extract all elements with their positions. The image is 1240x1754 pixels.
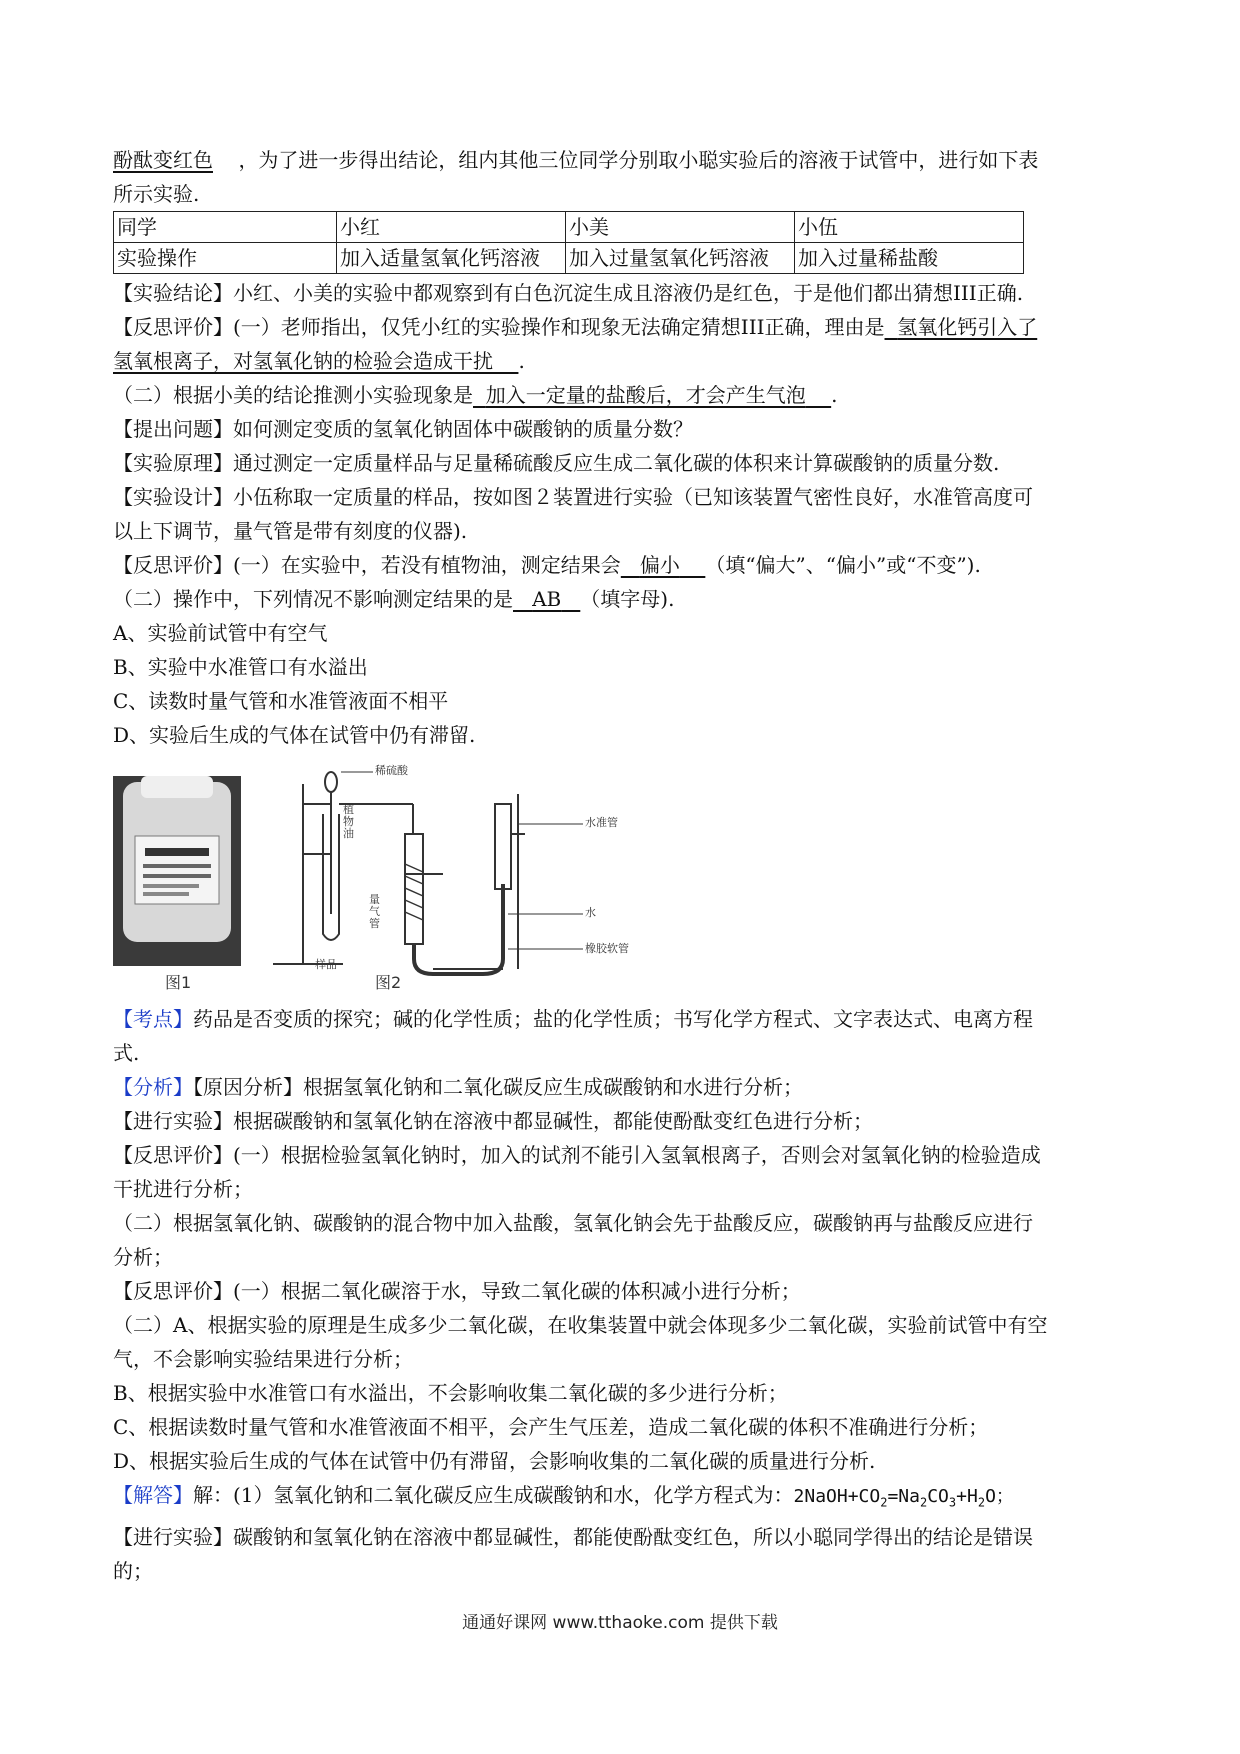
table-row <box>114 212 1024 243</box>
experiment-table <box>113 211 1024 274</box>
table-cell: 实验操作 <box>114 243 337 274</box>
label-oil: 植物油 <box>343 803 354 840</box>
text: 解：(1）氢氧化钠和二氧化碳反应生成碳酸钠和水，化学方程式为： <box>193 1483 794 1507</box>
apparatus-diagram <box>263 764 763 989</box>
text: （二）操作中，下列情况不影响测定结果的是 <box>113 587 513 611</box>
text: 【反思评价】(一）老师指出，仅凭小红的实验操作和现象无法确定猜想III正确，理由是 <box>113 315 885 339</box>
reflect-4 <box>113 582 1123 616</box>
text: （填字母). <box>580 587 675 611</box>
gas-tube-marks <box>405 864 423 920</box>
answer-text: 偏小 <box>639 553 680 577</box>
answer-blank <box>885 315 1038 339</box>
figures <box>113 764 1123 992</box>
table-row <box>114 243 1024 274</box>
label-water: 水 <box>585 906 596 919</box>
text: 【反思评价】(一）在实验中，若没有植物油，测定结果会 <box>113 553 621 577</box>
reflect-2 <box>113 378 1123 412</box>
option-a: A、实验前试管中有空气 <box>113 621 328 645</box>
eq-part: 2NaOH+CO <box>793 1486 881 1507</box>
jieda <box>113 1478 1123 1520</box>
bottle-cap <box>141 776 213 798</box>
conclusion: 【实验结论】小红、小美的实验中都观察到有白色沉淀生成且溶液仍是红色，于是他们都出猜想III正确. <box>113 281 1024 305</box>
fenxi-line: 【反思评价】(一）根据检验氢氧化钠时，加入的试剂不能引入氢氧根离子，否则会对氢氧化钠的检验造成 <box>113 1143 1041 1167</box>
answer-text: 氢氧根离子，对氢氧化钠的检验会造成干扰 <box>113 349 493 373</box>
paragraph-intro <box>113 143 1123 177</box>
label-line <box>145 848 209 856</box>
option-b: B、实验中水准管口有水溢出 <box>113 655 368 679</box>
eq-part: +H <box>956 1486 978 1507</box>
fenxi-line: 【进行实验】根据碳酸钠和氢氧化钠在溶液中都显碱性，都能使酚酞变红色进行分析； <box>113 1109 873 1133</box>
text: （二）根据小美的结论推测小实验现象是 <box>113 383 473 407</box>
rubber-tube <box>414 884 503 974</box>
answer-text: AB <box>532 587 562 611</box>
label-line <box>143 884 199 888</box>
answer-text: 氢氧化钙引入了 <box>897 315 1038 339</box>
label-line <box>143 874 211 878</box>
reflect-1-cont <box>113 344 1123 378</box>
text: . <box>831 383 838 407</box>
fenxi-line: D、根据实验后生成的气体在试管中仍有滞留，会影响收集的二氧化碳的质量进行分析. <box>113 1449 876 1473</box>
fenxi-line: （二）A、根据实验的原理是生成多少二氧化碳，在收集装置中就会体现多少二氧化碳，实验前试管中有空 <box>113 1313 1048 1337</box>
label-line <box>143 892 189 896</box>
answer-blank <box>621 553 706 577</box>
eq-sub: 2 <box>919 1495 928 1510</box>
jieda-line: 的； <box>113 1558 153 1583</box>
jieda-line: 【进行实验】碳酸钠和氢氧化钠在溶液中都显碱性，都能使酚酞变红色，所以小聪同学得出的结论是错误 <box>113 1524 1033 1549</box>
eq-part: CO <box>927 1486 949 1507</box>
eq-sub: 2 <box>977 1495 986 1510</box>
fenxi <box>113 1070 1123 1104</box>
fig1-caption: 图1 <box>165 973 192 992</box>
document-body <box>113 143 1123 1588</box>
principle: 【实验原理】通过测定一定质量样品与足量稀硫酸反应生成二氧化碳的体积来计算碳酸钠的质量分数. <box>113 451 1000 475</box>
text: . <box>518 349 525 373</box>
chemical-equation <box>793 1486 1014 1510</box>
label-rubber: 橡胶软管 <box>585 942 629 955</box>
funnel-bulb <box>325 772 337 792</box>
eq-sub: 2 <box>880 1495 888 1510</box>
fenxi-line: 分析； <box>113 1245 173 1269</box>
text: （填“偏大”、“偏小”或“不变”). <box>705 553 981 577</box>
kaodian <box>113 1002 1123 1036</box>
fig2-caption: 图2 <box>375 973 402 992</box>
table-cell: 加入过量稀盐酸 <box>795 243 1024 274</box>
answer-blank <box>113 349 518 373</box>
fenxi-line: 气，不会影响实验结果进行分析； <box>113 1347 413 1371</box>
question: 【提出问题】如何测定变质的氢氧化钠固体中碳酸钠的质量分数？ <box>113 417 693 441</box>
design: 【实验设计】小伍称取一定质量的样品，按如图２装置进行实验（已知该装置气密性良好，水准管高度可 <box>113 485 1033 509</box>
table-cell: 加入适量氢氧化钙溶液 <box>337 243 566 274</box>
eq-sub: 3 <box>948 1495 957 1510</box>
fenxi-line: 干扰进行分析； <box>113 1177 253 1201</box>
kaodian-tag: 【考点】 <box>113 1007 193 1031</box>
reflect-3 <box>113 548 1123 582</box>
answer-blank <box>473 383 831 407</box>
text: 药品是否变质的探究；碱的化学性质；盐的化学性质；书写化学方程式、文字表达式、电离方程 <box>193 1007 1033 1031</box>
answer-blank <box>513 587 580 611</box>
option-c: C、读数时量气管和水准管液面不相平 <box>113 689 449 713</box>
reflect-1 <box>113 310 1123 344</box>
answer-blank: 酚酞变红色 <box>113 148 213 172</box>
fenxi-line: 【反思评价】(一）根据二氧化碳溶于水，导致二氧化碳的体积减小进行分析； <box>113 1279 801 1303</box>
level-tube <box>495 804 511 889</box>
kaodian-cont: 式. <box>113 1041 140 1065</box>
label-gas-tube: 量气管 <box>369 893 380 930</box>
eq-part: =Na <box>887 1486 920 1507</box>
table-cell: 加入过量氢氧化钙溶液 <box>566 243 795 274</box>
fenxi-tag: 【分析】 <box>113 1075 193 1099</box>
label-level-tube: 水准管 <box>585 816 618 829</box>
footer: 通通好课网 www.tthaoke.com 提供下载 <box>462 1613 778 1633</box>
table-cell: 小美 <box>566 212 795 243</box>
text: ，为了进一步得出结论，组内其他三位同学分别取小聪实验后的溶液于试管中，进行如下表 <box>238 148 1039 172</box>
jieda-tag: 【解答】 <box>113 1483 193 1507</box>
table-cell: 小伍 <box>795 212 1024 243</box>
fenxi-line: B、根据实验中水准管口有水溢出，不会影响收集二氧化碳的多少进行分析； <box>113 1381 788 1405</box>
design-cont: 以上下调节，量气管是带有刻度的仪器). <box>113 519 468 543</box>
text: 【原因分析】根据氢氧化钠和二氧化碳反应生成碳酸钠和水进行分析； <box>193 1075 803 1099</box>
paragraph-intro-cont: 所示实验. <box>113 182 200 206</box>
reagent-bottle-photo <box>113 776 241 966</box>
label-acid: 稀硫酸 <box>375 764 408 777</box>
table-cell: 小红 <box>337 212 566 243</box>
label-line <box>143 864 211 868</box>
eq-part: O； <box>985 1486 1014 1507</box>
option-d: D、实验后生成的气体在试管中仍有滞留. <box>113 723 476 747</box>
fenxi-line: C、根据读数时量气管和水准管液面不相平，会产生气压差，造成二氧化碳的体积不准确进行分析； <box>113 1415 989 1439</box>
table-cell: 同学 <box>114 212 337 243</box>
label-sample: 样品 <box>315 958 337 971</box>
fenxi-line: （二）根据氢氧化钠、碳酸钠的混合物中加入盐酸，氢氧化钠会先于盐酸反应，碳酸钠再与盐酸反应进行 <box>113 1211 1033 1235</box>
answer-text: 加入一定量的盐酸后，才会产生气泡 <box>485 383 806 407</box>
